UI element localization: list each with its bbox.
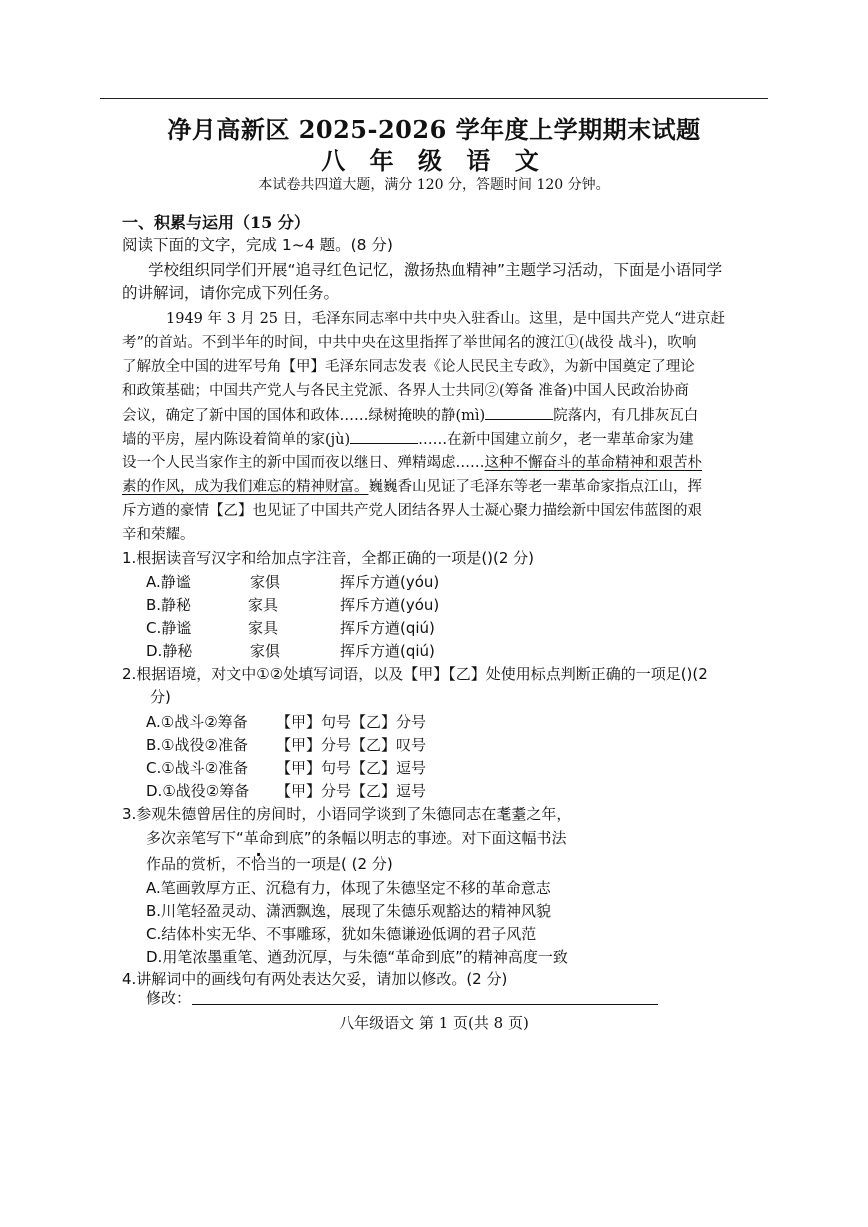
fill-blank-2 (350, 429, 418, 444)
q1-option-a-word2: 家俱 (250, 573, 281, 591)
passage-line-9: 斥方遒的豪情【乙】也见证了中国共产党人团结各界人士凝心聚力描绘新中国宏伟蓝图的艰 (122, 503, 702, 519)
q1-option-a-word1: A.静谧 (146, 573, 191, 591)
question-2-stem: 2.根据语境，对文中①②处填写词语，以及【甲】【乙】处使用标点判断正确的一项足()(2 (122, 665, 708, 683)
question-3-stem: 3.参观朱德曾居住的房间时，小语同学谈到了朱德同志在耄耋之年， (122, 805, 572, 823)
passage-line-4: 和政策基础；中国共产党人与各民主党派、各界人士共同②(筹备 准备)中国人民政治协商 (122, 383, 689, 399)
q3-option-b[interactable]: B.川笔轻盈灵动、潇洒飘逸，展现了朱德乐观豁达的精神风貌 (146, 902, 552, 920)
q2-option-b-punct: 【甲】分号【乙】叹号 (276, 736, 427, 754)
passage-line-5-a: 会议，确定了新中国的国体和政体……绿树掩映的静(mì) (122, 408, 486, 424)
q1-option-c-word2: 家具 (248, 619, 279, 637)
passage-line-2: 考”的首站。不到半年的时间，中共中央在这里指挥了举世闻名的渡江①(战役 战斗)，吹响 (122, 335, 697, 351)
exam-title: 净月高新区 2025-2026 学年度上学期期末试题 (167, 115, 701, 144)
q1-option-d-word3: 挥斥方遒(qiú) (340, 642, 435, 660)
question-1-stem: 1.根据读音写汉字和给加点字注音，全都正确的一项是()(2 分) (122, 549, 535, 567)
passage-line-5-b: 院落内，有几排灰瓦白 (553, 408, 699, 424)
q2-option-b[interactable]: B.①战役②准备 (146, 736, 248, 754)
header-rule (100, 98, 768, 99)
passage-line-6 (122, 429, 694, 450)
question-4-stem: 4.讲解词中的画线句有两处表达欠妥，请加以修改。(2 分) (122, 970, 508, 988)
passage-line-8-b: 巍巍香山见证了毛泽东等老一辈革命家指点江山，挥 (368, 479, 702, 495)
question-3-stem-3 (146, 854, 393, 874)
passage-line-10: 辛和荣耀。 (122, 527, 195, 543)
passage-line-7 (122, 453, 702, 473)
q4-answer-label: 修改： (146, 989, 192, 1007)
q2-option-a[interactable]: A.①战斗②筹备 (146, 713, 248, 731)
q1-option-a-word3: 挥斥方遒(yóu) (340, 573, 440, 591)
q3-emphasis-word: 不恰当 (236, 855, 282, 873)
question-2-stem-cont: 分) (150, 688, 171, 706)
q2-option-d[interactable]: D.①战役②筹备 (146, 782, 250, 800)
q1-option-d-word1: D.静秘 (146, 642, 193, 660)
q1-option-b-word1: B.静秘 (146, 596, 192, 614)
q1-option-c[interactable] (146, 617, 191, 638)
passage-line-8 (122, 477, 702, 497)
q1-option-b-word2: 家具 (248, 596, 279, 614)
q2-option-d-punct: 【甲】分号【乙】逗号 (276, 782, 427, 800)
q1-option-c-word3: 挥斥方遒(qiú) (340, 619, 435, 637)
q3-option-a[interactable]: A.笔画敦厚方正、沉稳有力，体现了朱德坚定不移的革命意志 (146, 879, 551, 897)
q1-option-d[interactable] (146, 640, 192, 661)
question-3-stem-2: 多次亲笔写下“革命到底”的条幅以明志的事迹。对下面这幅书法 (146, 829, 567, 847)
q4-answer-line[interactable] (192, 1004, 658, 1005)
passage-line-6-b: ……在新中国建立前夕，老一辈革命家为建 (418, 432, 694, 448)
q2-option-a-punct: 【甲】句号【乙】分号 (276, 713, 427, 731)
q1-option-b[interactable] (146, 594, 191, 615)
q3-option-d[interactable]: D.用笔浓墨重笔、遒劲沉厚，与朱德“革命到底”的精神高度一致 (146, 948, 568, 966)
page-footer: 八年级语文 第 1 页(共 8 页) (339, 1014, 529, 1032)
exam-info: 本试卷共四道大题，满分 120 分，答题时间 120 分钟。 (258, 177, 610, 193)
q3-option-c[interactable]: C.结体朴实无华、不事雕琢，犹如朱德谦逊低调的君子风范 (146, 925, 537, 943)
q3-stem-part-a: 作品的赏析， (146, 855, 237, 873)
q2-option-c-punct: 【甲】句号【乙】逗号 (276, 759, 427, 777)
q2-option-c[interactable]: C.①战斗②准备 (146, 759, 249, 777)
passage-line-5 (122, 405, 698, 426)
section-instruction: 阅读下面的文字，完成 1~4 题。(8 分) (122, 236, 393, 254)
intro-line-2: 的讲解词，请你完成下列任务。 (122, 284, 340, 302)
q1-option-b-word3: 挥斥方遒(yóu) (340, 596, 440, 614)
passage-line-3: 了解放全中国的进军号角【甲】毛泽东同志发表《论人民民主专政》，为新中国奠定了理论 (122, 359, 695, 375)
fill-blank-1 (485, 405, 553, 420)
underlined-sentence-end: 素的作风，成为我们难忘的精神财富。 (122, 479, 369, 495)
section-heading: 一、积累与运用（15 分） (122, 213, 310, 232)
intro-line-1: 学校组织同学们开展“追寻红色记忆，激扬热血精神”主题学习活动，下面是小语同学 (148, 261, 723, 279)
underlined-sentence-start: 这种不懈奋斗的革命精神和艰苦朴 (484, 455, 702, 471)
q1-option-c-word1: C.静谧 (146, 619, 192, 637)
passage-line-1: 1949 年 3 月 25 日，毛泽东同志率中共中央入驻香山。这里，是中国共产党人“进京赶 (166, 311, 726, 327)
passage-line-6-a: 墙的平房，屋内陈设着简单的家(jù) (122, 432, 351, 448)
passage-line-7-a: 设一个人民当家作主的新中国而夜以继日、殚精竭虑…… (122, 455, 485, 471)
q1-option-d-word2: 家俱 (250, 642, 281, 660)
q3-stem-part-c: 的一项是( (2 分) (281, 855, 393, 873)
exam-subject: 八 年 级 语 文 (321, 146, 547, 175)
q1-option-a[interactable] (146, 571, 191, 592)
